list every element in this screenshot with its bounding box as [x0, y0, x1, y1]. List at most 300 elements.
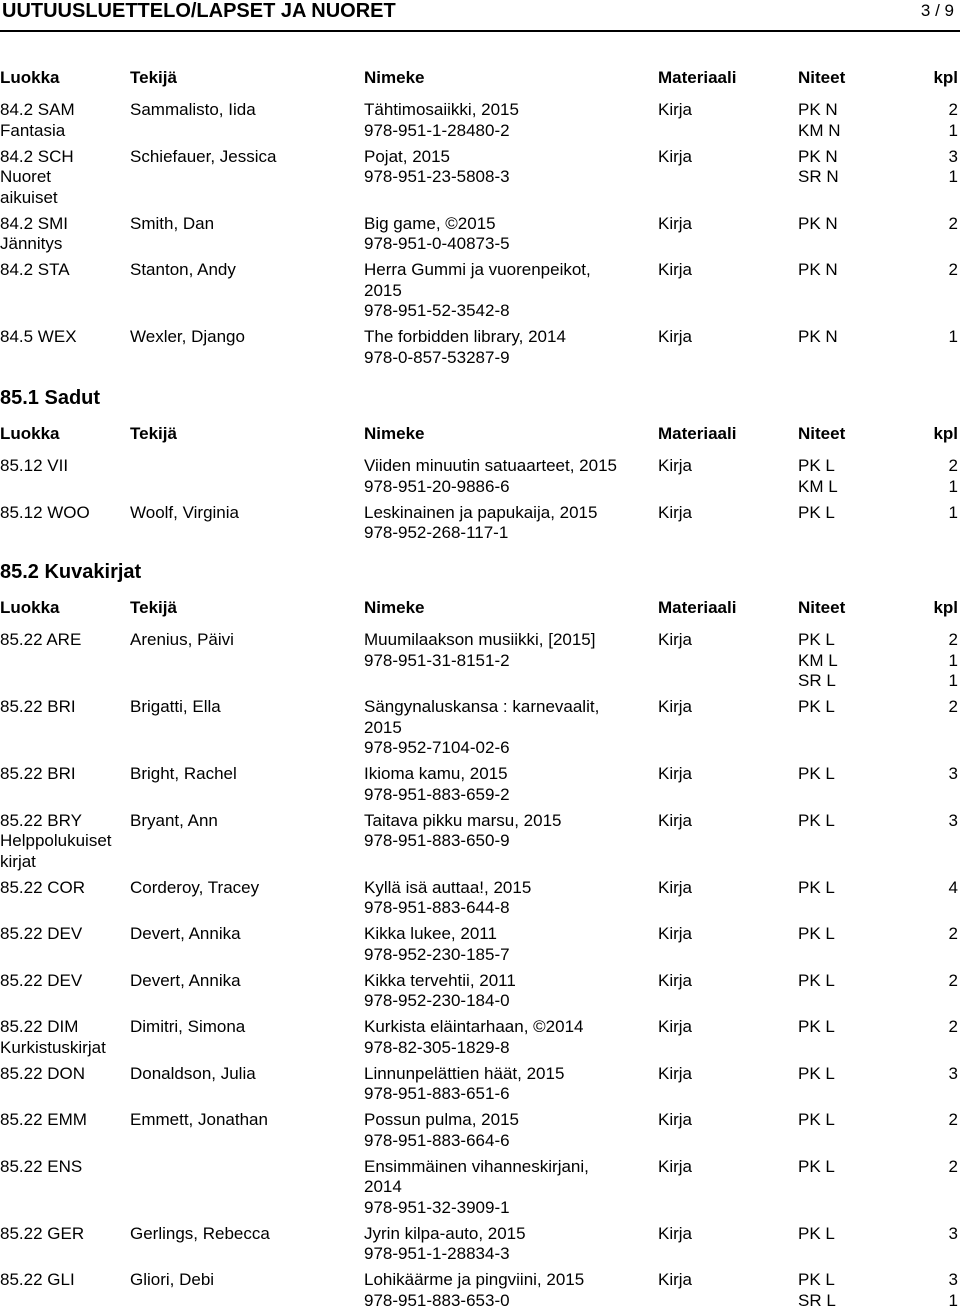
cell-nimeke-line: 978-951-883-650-9	[364, 831, 510, 850]
cell-luokka-line: Fantasia	[0, 120, 66, 140]
cell-kpl	[918, 503, 958, 524]
cell-luokka-line: 84.2 STA	[0, 260, 70, 279]
cell-materiaali	[658, 1110, 788, 1131]
cell-materiaali	[658, 630, 788, 651]
cell-tekija	[130, 1270, 358, 1291]
cell-materiaali	[658, 1017, 788, 1038]
cell-nimeke-line: 978-951-1-28480-2	[364, 120, 510, 140]
cell-nimeke-line: Linnunpelättien häät, 2015	[364, 1063, 565, 1083]
cell-materiaali	[658, 100, 788, 121]
cell-kpl-line: 2	[948, 1110, 958, 1129]
cell-niteet-line: PK L	[798, 1156, 835, 1176]
cell-kpl	[918, 260, 958, 281]
cell-materiaali	[658, 1157, 788, 1178]
cell-luokka-line: 85.22 ENS	[0, 1156, 83, 1176]
cell-luokka	[0, 630, 128, 651]
column-header-kpl: kpl	[933, 424, 958, 443]
cell-materiaali-line: Kirja	[658, 877, 693, 897]
cell-niteet	[798, 1110, 918, 1131]
cell-niteet-line: PK L	[798, 630, 835, 649]
cell-kpl-line: 1	[948, 502, 958, 522]
page-number: 3 / 9	[920, 1, 954, 20]
cell-nimeke-line: 978-951-32-3909-1	[364, 1197, 510, 1217]
cell-luokka-line: 85.22 BRI	[0, 697, 76, 716]
cell-nimeke-line: Big game, ©2015	[364, 213, 496, 233]
cell-niteet-line: PK L	[798, 1223, 835, 1243]
cell-kpl-line: 3	[948, 1223, 958, 1243]
cell-kpl-line: 1	[948, 1290, 958, 1310]
cell-tekija	[130, 147, 358, 168]
cell-niteet-line: PK L	[798, 1110, 835, 1129]
cell-kpl-line: 2	[948, 630, 958, 649]
cell-nimeke-line: Viiden minuutin satuaarteet, 2015	[364, 456, 617, 475]
cell-luokka-line: Kurkistuskirjat	[0, 1037, 106, 1057]
cell-nimeke-line: 978-951-0-40873-5	[364, 234, 510, 253]
cell-luokka	[0, 503, 128, 524]
cell-luokka-line: 84.2 SAM	[0, 100, 75, 119]
cell-niteet	[798, 327, 918, 348]
cell-luokka-line: 85.22 ARE	[0, 630, 82, 649]
cell-tekija	[130, 503, 358, 524]
cell-niteet	[798, 971, 918, 992]
cell-luokka	[0, 971, 128, 992]
cell-niteet	[798, 147, 918, 188]
cell-niteet-line: SR L	[798, 671, 836, 690]
cell-nimeke	[364, 456, 654, 497]
cell-kpl	[918, 456, 958, 497]
cell-materiaali	[658, 1270, 788, 1291]
cell-luokka-line: 84.2 SCH	[0, 146, 74, 166]
cell-nimeke	[364, 1017, 654, 1058]
cell-kpl	[918, 878, 958, 899]
cell-tekija-line: Woolf, Virginia	[130, 502, 239, 522]
cell-niteet-line: KM L	[798, 650, 838, 670]
cell-tekija	[130, 1224, 358, 1245]
cell-kpl	[918, 100, 958, 141]
cell-niteet-line: PK L	[798, 1017, 835, 1036]
cell-tekija	[130, 327, 358, 348]
cell-nimeke-line: The forbidden library, 2014	[364, 327, 566, 346]
cell-tekija	[130, 100, 358, 121]
cell-niteet-line: SR N	[798, 167, 839, 186]
cell-nimeke	[364, 697, 654, 759]
column-header-kpl: kpl	[933, 598, 958, 617]
cell-luokka-line: 85.22 COR	[0, 877, 86, 897]
cell-luokka-line: Nuoret	[0, 167, 52, 186]
column-header-luokka: Luokka	[0, 424, 60, 443]
cell-materiaali-line: Kirja	[658, 213, 693, 233]
cell-kpl-line: 2	[948, 1017, 958, 1036]
cell-tekija-line: Bright, Rachel	[130, 764, 237, 783]
cell-niteet	[798, 1224, 918, 1245]
cell-kpl	[918, 214, 958, 235]
cell-nimeke-line: 978-951-883-644-8	[364, 898, 510, 917]
column-header-luokka: Luokka	[0, 598, 60, 617]
cell-kpl	[918, 147, 958, 188]
cell-kpl	[918, 971, 958, 992]
cell-tekija-line: Arenius, Päivi	[130, 630, 234, 649]
cell-kpl-line: 1	[948, 476, 958, 496]
cell-kpl	[918, 1110, 958, 1131]
cell-kpl-line: 2	[948, 260, 958, 279]
cell-niteet	[798, 1157, 918, 1178]
cell-niteet-line: PK L	[798, 810, 835, 830]
cell-materiaali-line: Kirja	[658, 260, 693, 279]
cell-niteet	[798, 764, 918, 785]
cell-materiaali-line: Kirja	[658, 810, 693, 830]
cell-kpl	[918, 764, 958, 785]
cell-tekija-line: Smith, Dan	[130, 213, 215, 233]
cell-niteet	[798, 811, 918, 832]
cell-nimeke	[364, 100, 654, 141]
cell-kpl-line: 2	[948, 1156, 958, 1176]
cell-nimeke	[364, 503, 654, 544]
cell-materiaali	[658, 878, 788, 899]
cell-niteet-line: PK N	[798, 100, 838, 119]
cell-luokka-line: 85.22 DIM	[0, 1017, 79, 1036]
cell-nimeke-line: 978-951-1-28834-3	[364, 1244, 510, 1263]
cell-nimeke-line: Sängynaluskansa : karnevaalit,	[364, 697, 600, 716]
cell-kpl-line: 2	[948, 924, 958, 943]
cell-niteet-line: PK L	[798, 1063, 835, 1083]
cell-tekija-line: Devert, Annika	[130, 970, 241, 990]
cell-niteet	[798, 456, 918, 497]
cell-luokka-line: 85.22 GER	[0, 1223, 85, 1243]
cell-materiaali	[658, 503, 788, 524]
cell-kpl-line: 2	[948, 100, 958, 119]
cell-kpl-line: 3	[948, 1270, 958, 1289]
cell-kpl-line: 1	[948, 671, 958, 690]
column-header-nimeke: Nimeke	[364, 424, 425, 443]
page-title: UUTUUSLUETTELO/LAPSET JA NUORET	[2, 0, 396, 22]
cell-nimeke-line: 978-952-230-185-7	[364, 944, 510, 964]
column-header-kpl: kpl	[933, 68, 958, 87]
cell-luokka	[0, 697, 128, 718]
cell-nimeke	[364, 1064, 654, 1105]
cell-niteet	[798, 100, 918, 141]
cell-nimeke-line: 978-0-857-53287-9	[364, 347, 510, 367]
cell-luokka	[0, 1064, 128, 1085]
cell-kpl	[918, 924, 958, 945]
cell-tekija-line: Dimitri, Simona	[130, 1017, 246, 1036]
cell-niteet-line: KM N	[798, 120, 841, 140]
cell-nimeke-line: Muumilaakson musiikki, [2015]	[364, 630, 596, 649]
cell-niteet	[798, 1064, 918, 1085]
cell-nimeke	[364, 630, 654, 671]
cell-materiaali-line: Kirja	[658, 764, 693, 783]
cell-niteet-line: PK L	[798, 1270, 835, 1289]
cell-niteet-line: PK L	[798, 764, 835, 783]
cell-luokka	[0, 1017, 128, 1058]
cell-luokka	[0, 100, 128, 141]
cell-luokka	[0, 147, 128, 209]
cell-tekija-line: Bryant, Ann	[130, 810, 218, 830]
cell-niteet-line: PK L	[798, 502, 835, 522]
cell-materiaali-line: Kirja	[658, 1063, 693, 1083]
column-header-row	[0, 67, 960, 89]
cell-materiaali	[658, 456, 788, 477]
cell-luokka	[0, 1157, 128, 1178]
cell-kpl-line: 4	[948, 877, 958, 897]
cell-luokka	[0, 214, 128, 255]
cell-luokka	[0, 1110, 128, 1131]
cell-nimeke-line: Lohikäärme ja pingviini, 2015	[364, 1270, 585, 1289]
column-header-tekija: Tekijä	[130, 424, 177, 443]
cell-nimeke-line: Ensimmäinen vihanneskirjani,	[364, 1156, 589, 1176]
cell-materiaali-line: Kirja	[658, 146, 693, 166]
cell-kpl	[918, 1064, 958, 1085]
cell-luokka-line: 85.12 VII	[0, 456, 69, 475]
cell-niteet-line: PK L	[798, 456, 835, 475]
cell-nimeke-line: Kikka tervehtii, 2011	[364, 970, 516, 990]
cell-luokka-line: 84.2 SMI	[0, 213, 69, 233]
cell-tekija	[130, 1064, 358, 1085]
cell-nimeke-line: 978-951-20-9886-6	[364, 476, 510, 496]
cell-materiaali-line: Kirja	[658, 1110, 693, 1129]
cell-luokka-line: 84.5 WEX	[0, 327, 77, 346]
cell-tekija-line: Wexler, Django	[130, 327, 245, 346]
column-header-row	[0, 423, 960, 445]
cell-niteet-line: KM L	[798, 476, 838, 496]
column-header-row	[0, 597, 960, 619]
cell-materiaali-line: Kirja	[658, 697, 693, 716]
cell-materiaali-line: Kirja	[658, 630, 693, 649]
cell-materiaali	[658, 147, 788, 168]
column-header-nimeke: Nimeke	[364, 598, 425, 617]
cell-luokka-line: 85.22 BRY	[0, 810, 82, 830]
cell-tekija	[130, 878, 358, 899]
cell-luokka-line: kirjat	[0, 851, 36, 871]
cell-kpl-line: 3	[948, 1063, 958, 1083]
cell-tekija-line: Gliori, Debi	[130, 1270, 215, 1289]
cell-kpl-line: 1	[948, 650, 958, 670]
cell-kpl-line: 2	[948, 970, 958, 990]
cell-materiaali	[658, 764, 788, 785]
cell-luokka	[0, 1270, 128, 1291]
cell-luokka-line: Helppolukuiset	[0, 831, 112, 850]
cell-niteet-line: PK L	[798, 924, 835, 943]
cell-nimeke-line: 978-951-52-3542-8	[364, 301, 510, 320]
cell-niteet-line: PK N	[798, 146, 838, 166]
cell-tekija	[130, 764, 358, 785]
column-header-materiaali: Materiaali	[658, 598, 737, 617]
column-header-niteet: Niteet	[798, 424, 846, 443]
cell-kpl	[918, 1224, 958, 1245]
cell-kpl	[918, 811, 958, 832]
cell-nimeke	[364, 1157, 654, 1219]
cell-luokka-line: 85.22 EMM	[0, 1110, 87, 1129]
cell-nimeke	[364, 764, 654, 805]
cell-tekija	[130, 630, 358, 651]
cell-materiaali	[658, 924, 788, 945]
cell-nimeke-line: 978-82-305-1829-8	[364, 1037, 510, 1057]
cell-nimeke-line: Possun pulma, 2015	[364, 1110, 519, 1129]
column-header-niteet: Niteet	[798, 598, 846, 617]
cell-nimeke-line: 978-951-883-659-2	[364, 784, 510, 804]
cell-nimeke	[364, 327, 654, 368]
cell-niteet	[798, 1270, 918, 1311]
cell-luokka	[0, 811, 128, 873]
cell-tekija	[130, 1110, 358, 1131]
cell-tekija	[130, 697, 358, 718]
cell-luokka-line: 85.12 WOO	[0, 502, 90, 522]
cell-materiaali	[658, 214, 788, 235]
cell-niteet	[798, 1017, 918, 1038]
cell-materiaali	[658, 1224, 788, 1245]
cell-luokka-line: Jännitys	[0, 234, 63, 253]
cell-nimeke-line: Jyrin kilpa-auto, 2015	[364, 1223, 526, 1243]
column-header-materiaali: Materiaali	[658, 424, 737, 443]
cell-tekija	[130, 924, 358, 945]
cell-niteet	[798, 630, 918, 692]
cell-nimeke-line: 978-952-230-184-0	[364, 991, 510, 1010]
cell-materiaali-line: Kirja	[658, 1223, 693, 1243]
cell-materiaali-line: Kirja	[658, 1156, 693, 1176]
cell-luokka	[0, 1224, 128, 1245]
cell-nimeke-line: Taitava pikku marsu, 2015	[364, 810, 562, 830]
cell-kpl-line: 1	[948, 327, 958, 346]
cell-nimeke-line: Kurkista eläintarhaan, ©2014	[364, 1017, 584, 1036]
cell-materiaali-line: Kirja	[658, 502, 693, 522]
cell-materiaali-line: Kirja	[658, 456, 693, 475]
cell-nimeke-line: 2015	[364, 717, 402, 737]
column-header-tekija: Tekijä	[130, 598, 177, 617]
cell-kpl-line: 2	[948, 213, 958, 233]
cell-nimeke-line: 978-951-883-653-0	[364, 1290, 510, 1310]
cell-niteet-line: PK N	[798, 213, 838, 233]
cell-nimeke-line: Tähtimosaiikki, 2015	[364, 100, 519, 119]
cell-materiaali-line: Kirja	[658, 1017, 693, 1036]
cell-nimeke	[364, 1270, 654, 1311]
cell-materiaali	[658, 697, 788, 718]
cell-kpl	[918, 327, 958, 348]
cell-kpl	[918, 697, 958, 718]
cell-kpl-line: 3	[948, 764, 958, 783]
cell-materiaali	[658, 1064, 788, 1085]
cell-kpl-line: 2	[948, 697, 958, 716]
cell-kpl	[918, 630, 958, 692]
cell-kpl	[918, 1157, 958, 1178]
cell-tekija	[130, 811, 358, 832]
column-header-tekija: Tekijä	[130, 68, 177, 87]
cell-luokka	[0, 878, 128, 899]
cell-luokka	[0, 260, 128, 281]
cell-nimeke	[364, 924, 654, 965]
cell-nimeke-line: Kyllä isä auttaa!, 2015	[364, 877, 532, 897]
page-header	[0, 0, 960, 32]
cell-nimeke-line: 978-951-23-5808-3	[364, 167, 510, 186]
cell-tekija-line: Sammalisto, Iida	[130, 100, 256, 119]
cell-nimeke-line: 978-952-268-117-1	[364, 523, 509, 542]
cell-niteet	[798, 697, 918, 718]
cell-materiaali-line: Kirja	[658, 327, 693, 346]
cell-luokka-line: 85.22 DEV	[0, 970, 83, 990]
cell-niteet-line: PK N	[798, 260, 838, 279]
cell-niteet-line: PK L	[798, 877, 835, 897]
cell-materiaali	[658, 811, 788, 832]
cell-nimeke-line: 978-951-883-664-6	[364, 1130, 510, 1150]
cell-nimeke	[364, 260, 654, 322]
cell-niteet-line: PK L	[798, 697, 835, 716]
cell-nimeke	[364, 811, 654, 852]
cell-luokka	[0, 924, 128, 945]
cell-tekija	[130, 1017, 358, 1038]
cell-luokka	[0, 764, 128, 785]
cell-tekija	[130, 214, 358, 235]
cell-materiaali-line: Kirja	[658, 100, 693, 119]
cell-materiaali	[658, 971, 788, 992]
cell-tekija-line: Emmett, Jonathan	[130, 1110, 268, 1129]
cell-luokka-line: 85.22 GLI	[0, 1270, 75, 1289]
cell-niteet-line: PK L	[798, 970, 835, 990]
cell-niteet	[798, 924, 918, 945]
cell-materiaali-line: Kirja	[658, 924, 693, 943]
cell-luokka	[0, 327, 128, 348]
cell-luokka-line: 85.22 DON	[0, 1063, 86, 1083]
cell-kpl	[918, 1017, 958, 1038]
section-title: 85.2 Kuvakirjat	[0, 561, 142, 583]
cell-luokka-line: aikuiset	[0, 187, 58, 207]
cell-nimeke-line: Ikioma kamu, 2015	[364, 764, 508, 783]
cell-kpl-line: 3	[948, 810, 958, 830]
cell-tekija-line: Brigatti, Ella	[130, 697, 221, 716]
column-header-nimeke: Nimeke	[364, 68, 425, 87]
cell-kpl-line: 1	[948, 167, 958, 186]
cell-tekija-line: Gerlings, Rebecca	[130, 1223, 270, 1243]
cell-nimeke-line: 2015	[364, 280, 402, 300]
column-header-materiaali: Materiaali	[658, 68, 737, 87]
cell-tekija	[130, 971, 358, 992]
cell-nimeke	[364, 1110, 654, 1151]
cell-materiaali-line: Kirja	[658, 1270, 693, 1289]
cell-niteet	[798, 260, 918, 281]
cell-niteet-line: PK N	[798, 327, 838, 346]
cell-tekija-line: Stanton, Andy	[130, 260, 236, 279]
cell-luokka	[0, 456, 128, 477]
cell-nimeke	[364, 971, 654, 1012]
column-header-niteet: Niteet	[798, 68, 846, 87]
cell-niteet	[798, 878, 918, 899]
section-title: 85.1 Sadut	[0, 387, 101, 409]
cell-nimeke-line: 978-951-31-8151-2	[364, 650, 510, 670]
cell-nimeke-line: 2014	[364, 1177, 402, 1196]
cell-kpl-line: 1	[948, 120, 958, 140]
cell-niteet-line: SR L	[798, 1290, 836, 1310]
cell-nimeke	[364, 1224, 654, 1265]
cell-luokka-line: 85.22 DEV	[0, 924, 83, 943]
cell-tekija-line: Corderoy, Tracey	[130, 877, 260, 897]
cell-luokka-line: 85.22 BRI	[0, 764, 76, 783]
cell-nimeke	[364, 878, 654, 919]
cell-kpl	[918, 1270, 958, 1311]
cell-nimeke-line: Kikka lukee, 2011	[364, 924, 497, 943]
cell-nimeke-line: Herra Gummi ja vuorenpeikot,	[364, 260, 591, 279]
cell-materiaali	[658, 260, 788, 281]
cell-materiaali-line: Kirja	[658, 970, 693, 990]
cell-nimeke-line: 978-951-883-651-6	[364, 1084, 510, 1103]
cell-nimeke	[364, 147, 654, 188]
cell-nimeke-line: Pojat, 2015	[364, 146, 451, 166]
cell-kpl-line: 3	[948, 146, 958, 166]
cell-tekija	[130, 260, 358, 281]
cell-niteet	[798, 214, 918, 235]
cell-nimeke-line: 978-952-7104-02-6	[364, 738, 510, 757]
cell-niteet	[798, 503, 918, 524]
cell-nimeke-line: Leskinainen ja papukaija, 2015	[364, 502, 598, 522]
column-header-luokka: Luokka	[0, 68, 60, 87]
cell-nimeke	[364, 214, 654, 255]
cell-tekija-line: Donaldson, Julia	[130, 1063, 256, 1083]
